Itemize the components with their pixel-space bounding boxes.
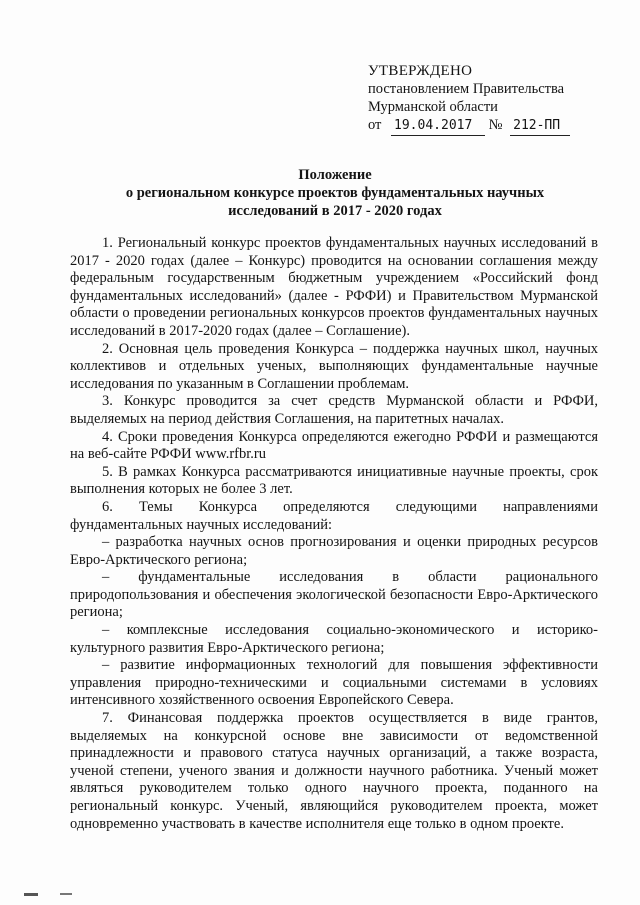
number-prefix: № [488, 117, 503, 133]
approval-line-1: постановлением Правительства [368, 81, 565, 97]
approval-line-2: Мурманской области [368, 99, 498, 115]
approval-block [368, 62, 618, 136]
topic-item-2: – фундаментальные исследования в области рационального природопользования и обеспечения экологической безопасности Евро-Арктического региона; [70, 569, 598, 621]
title-line-3: исследований в 2017 - 2020 годах [228, 203, 442, 219]
title-line-2: о региональном конкурсе проектов фундаментальных научных [125, 185, 545, 201]
paragraph-3: 3. Конкурс проводится за счет средств Мурманской области и РФФИ, выделяемых на период действия Соглашения, на паритетных началах. [70, 393, 598, 427]
document-body [70, 235, 598, 833]
date-prefix: от [368, 117, 382, 133]
paragraph-7: 7. Финансовая поддержка проектов осуществляется в виде грантов, выделяемых на конкурсной основе вне зависимости от ведомственной принадлежности и правового статуса научных организаций, а также возраста, ученой степени, ученого звания и должности научного работника. Ученый может являться руководителем только одного научного проекта, поданного на региональный конкурс. Ученый, являющийся руководителем проекта, может одновременно участвовать в качестве исполнителя еще только в одном проекте. [70, 710, 598, 832]
scan-artifact [24, 893, 38, 896]
topic-item-4: – развитие информационных технологий для повышения эффективности управления природно-техническими и социальными системами в условиях интенсивного хозяйственного освоения Европейского Севера. [70, 657, 598, 709]
paragraph-6: 6. Темы Конкурса определяются следующими направлениями фундаментальных научных исследований: [70, 498, 598, 533]
approval-heading: УТВЕРЖДЕНО [368, 63, 473, 79]
scan-artifact [60, 893, 72, 895]
title-line-1: Положение [298, 167, 372, 183]
paragraph-5: 5. В рамках Конкурса рассматриваются инициативные научные проекты, срок выполнения которых не более 3 лет. [70, 463, 598, 498]
approval-date-line [368, 116, 618, 136]
approval-date: 19.04.2017 [391, 117, 485, 136]
paragraph-2: 2. Основная цель проведения Конкурса – поддержка научных школ, научных коллективов и отдельных ученых, выполняющих фундаментальные научные исследования по указанным в Соглашении проблемам. [70, 340, 598, 392]
approval-number: 212-ПП [510, 117, 570, 136]
topic-item-3: – комплексные исследования социально-экономического и историко-культурного развития Евро-Арктического региона; [70, 622, 598, 656]
paragraph-1: 1. Региональный конкурс проектов фундаментальных научных исследований в 2017 - 2020 годах (далее – Конкурс) проводится на основании соглашения между федеральным государственным бюджетным учреждением «Российский фонд фундаментальных исследований» (далее - РФФИ) и Правительством Мурманской области о проведении региональных конкурсов проектов фундаментальных научных исследований в 2017-2020 годах (далее – Соглашение). [70, 235, 598, 339]
paragraph-4: 4. Сроки проведения Конкурса определяются ежегодно РФФИ и размещаются на веб-сайте РФФИ www.rfbr.ru [70, 428, 598, 463]
document-title [70, 166, 600, 220]
topic-item-1: – разработка научных основ прогнозирования и оценки природных ресурсов Евро-Арктического региона; [70, 534, 598, 568]
